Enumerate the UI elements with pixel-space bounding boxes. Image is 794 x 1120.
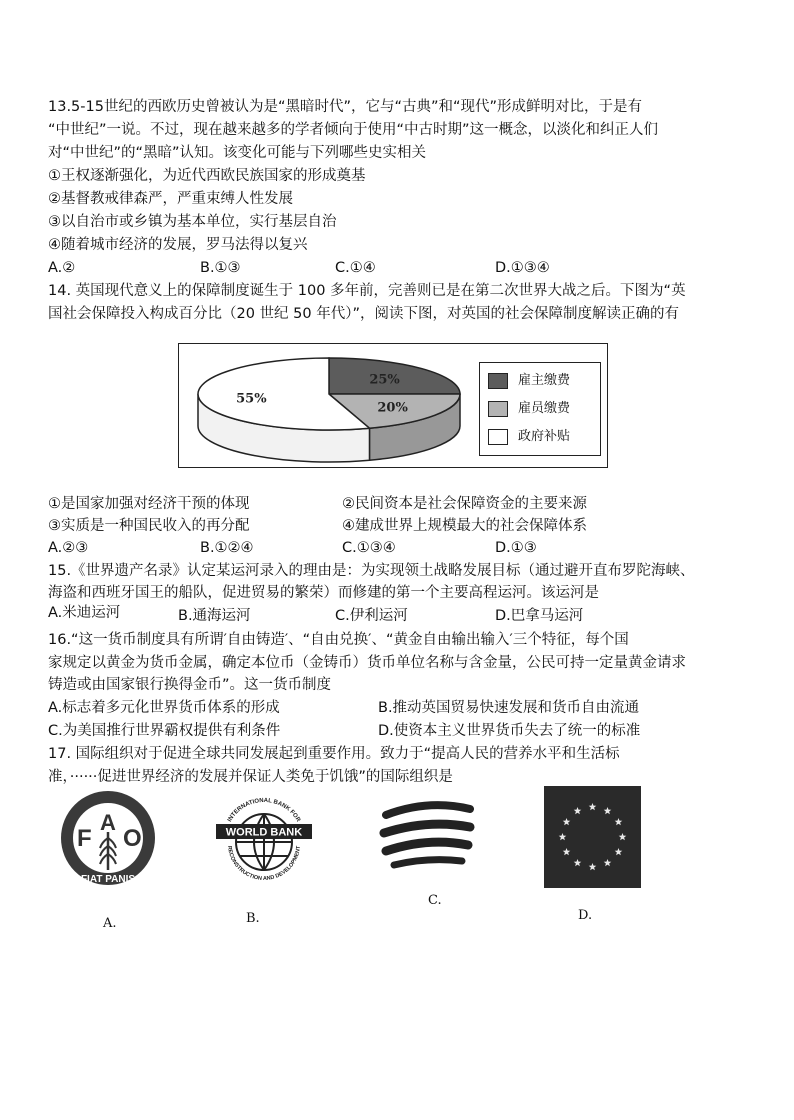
q13-option-d[interactable]: D.①③④ xyxy=(495,260,550,276)
q14-line: 国社会保障投入构成百分比（20 世纪 50 年代）”，阅读下图，对英国的社会保障制度解读正确的有 xyxy=(48,306,679,322)
q14-statement-2: ②民间资本是社会保障资金的主要来源 xyxy=(342,496,587,512)
q13-statement: ②基督教戒律森严，严重束缚人性发展 xyxy=(48,191,293,207)
q15-option-d[interactable]: D.巴拿马运河 xyxy=(495,608,584,624)
q16-line: 铸造或由国家银行换得金币”。这一货币制度 xyxy=(48,677,332,693)
logo-caption-b: B. xyxy=(246,911,260,926)
q16-line: 家规定以黄金为货币金属，确定本位币（金铸币）货币单位名称与含金量，公民可持一定量黄金请求 xyxy=(48,655,686,671)
legend-label: 雇员缴费 xyxy=(518,401,571,416)
q16-option-b[interactable]: B.推动英国贸易快速发展和货币自由流通 xyxy=(378,700,640,716)
q14-line: 14. 英国现代意义上的保障制度诞生于 100 多年前，完善则已是在第二次世界大战之后。下图为“英 xyxy=(48,283,686,299)
logo-caption-a: A. xyxy=(103,916,117,931)
fao-logo[interactable] xyxy=(57,788,159,888)
legend-label: 政府补贴 xyxy=(518,429,571,444)
legend-label: 雇主缴费 xyxy=(518,373,571,388)
q15-line: 15.《世界遗产名录》认定某运河录入的理由是：为实现领土战略发展目标（通过避开直布罗陀海峡、 xyxy=(48,563,695,579)
world-bank-logo[interactable] xyxy=(214,790,314,890)
q15-option-c[interactable]: C.伊利运河 xyxy=(335,608,408,624)
q13-option-c[interactable]: C.①④ xyxy=(335,260,376,276)
q13-line: “中世纪”一说。不过，现在越来越多的学者倾向于使用“中古时期”这一概念，以淡化和纠正人们 xyxy=(48,122,659,138)
wb-arc-text: INTERNATIONAL BANK FOR xyxy=(226,797,301,824)
q14-option-b[interactable]: B.①②④ xyxy=(200,540,254,556)
q14-statement-3: ③实质是一种国民收入的再分配 xyxy=(48,518,250,534)
q14-option-d[interactable]: D.①③ xyxy=(495,540,537,556)
q13-option-a[interactable]: A.② xyxy=(48,260,76,276)
q13-statement: ④随着城市经济的发展，罗马法得以复兴 xyxy=(48,237,308,253)
eu-flag-logo[interactable] xyxy=(544,786,641,888)
wto-logo[interactable] xyxy=(378,795,478,875)
q13-statement: ①王权逐渐强化，为近代西欧民族国家的形成奠基 xyxy=(48,168,366,184)
logo-caption-d: D. xyxy=(578,908,593,923)
pie-slice-label: 25% xyxy=(369,372,400,388)
q16-option-a[interactable]: A.标志着多元化世界货币体系的形成 xyxy=(48,700,280,716)
q14-option-a[interactable]: A.②③ xyxy=(48,540,89,556)
wb-band-text: WORLD BANK xyxy=(225,826,303,839)
chart-legend xyxy=(479,362,601,456)
legend-swatch xyxy=(488,373,508,389)
q16-option-c[interactable]: C.为美国推行世界霸权提供有利条件 xyxy=(48,723,281,739)
pie-slice-label: 55% xyxy=(236,391,267,407)
q17-line: 17. 国际组织对于促进全球共同发展起到重要作用。致力于“提高人民的营养水平和生活标 xyxy=(48,746,620,762)
fao-motto: FIAT PANIS xyxy=(80,874,136,885)
fao-letter-a: A xyxy=(100,810,116,835)
q13-line: 对“中世纪”的“黑暗”认知。该变化可能与下列哪些史实相关 xyxy=(48,145,427,161)
legend-swatch xyxy=(488,401,508,417)
q15-line: 海盗和西班牙国王的船队，促进贸易的繁荣）而修建的第一个主要高程运河。该运河是 xyxy=(48,585,599,601)
pie-slice-label: 20% xyxy=(377,400,408,416)
q13-statement: ③以自治市或乡镇为基本单位，实行基层自治 xyxy=(48,214,337,230)
legend-swatch xyxy=(488,429,508,445)
fao-letter-o: O xyxy=(123,825,142,852)
fao-letter-f: F xyxy=(77,825,92,852)
q13-line: 13.5-15世纪的西欧历史曾被认为是“黑暗时代”，它与“古典”和“现代”形成鲜明对比，于是有 xyxy=(48,99,643,115)
q14-statement-4: ④建成世界上规模最大的社会保障体系 xyxy=(342,518,587,534)
q13-option-b[interactable]: B.①③ xyxy=(200,260,241,276)
wto-swirl-icon xyxy=(384,805,470,865)
q16-option-d[interactable]: D.使资本主义世界货币失去了统一的标准 xyxy=(378,723,641,739)
q16-line: 16.“这一货币制度具有所谓′自由铸造′、“自由兑换′、“黄金自由输出输入′三个特征，每个国 xyxy=(48,632,629,648)
q15-option-b[interactable]: B.通海运河 xyxy=(178,608,251,624)
eu-flag-background xyxy=(544,786,641,888)
q14-option-c[interactable]: C.①③④ xyxy=(342,540,396,556)
logo-caption-c: C. xyxy=(428,893,442,908)
q14-statement-1: ①是国家加强对经济干预的体现 xyxy=(48,496,250,512)
q15-option-a[interactable]: A.米迪运河 xyxy=(48,605,121,621)
pie-chart xyxy=(178,343,608,468)
wb-lower-text: RECONSTRUCTION AND DEVELOPMENT xyxy=(226,845,302,883)
q17-line: 准，······促进世界经济的发展并保证人类免于饥饿”的国际组织是 xyxy=(48,769,453,785)
